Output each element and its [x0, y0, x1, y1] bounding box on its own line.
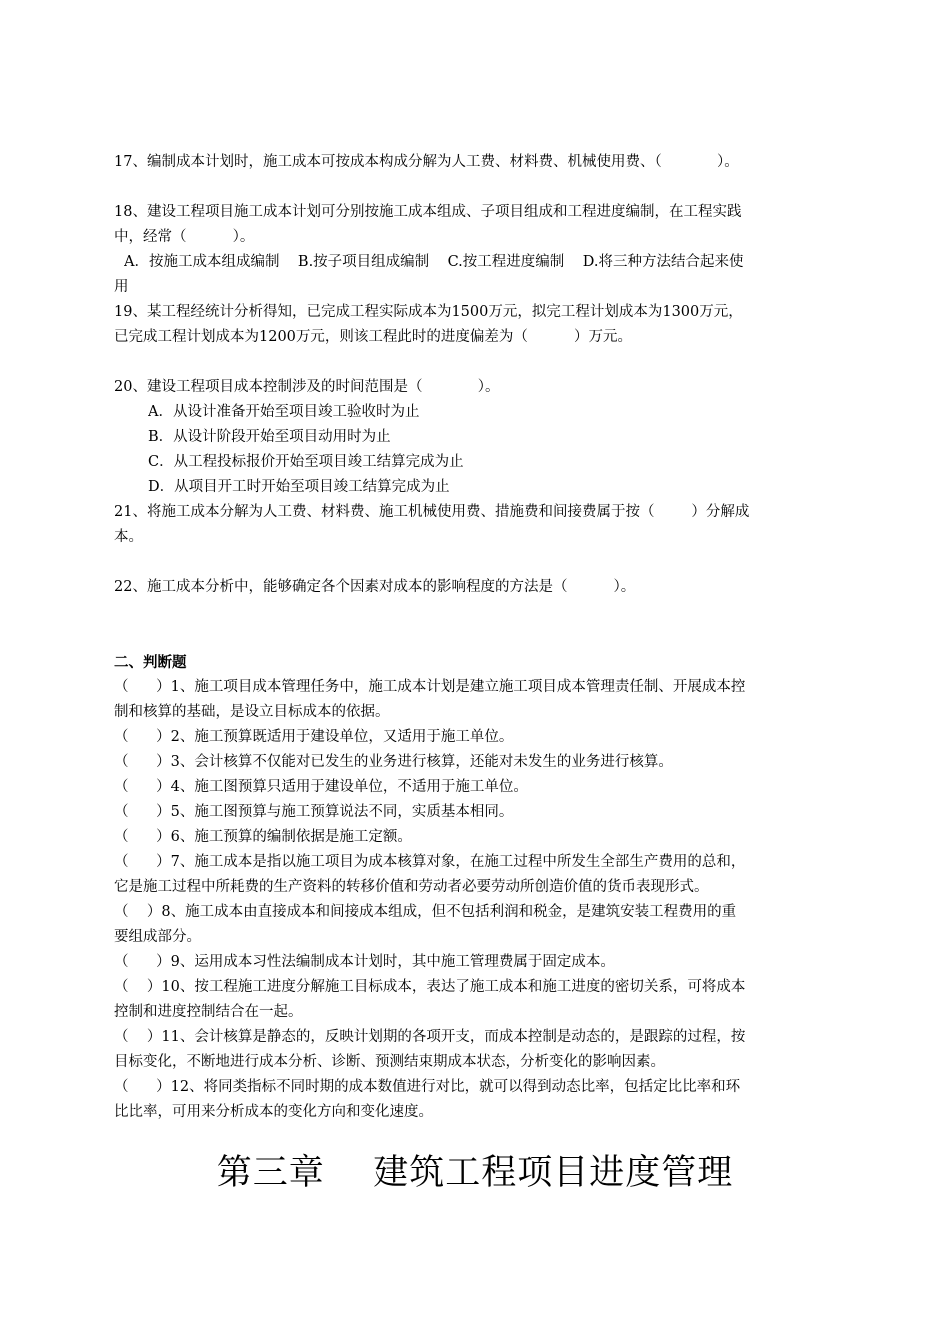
q21-options [114, 550, 838, 575]
judgment-line: （ ）3、会计核算不仅能对已发生的业务进行核算，还能对未发生的业务进行核算。 [114, 754, 673, 770]
judgment-line: 制和核算的基础，是设立目标成本的依据。 [114, 704, 390, 720]
judgment-line: 它是施工过程中所耗费的生产资料的转移价值和劳动者必要劳动所创造价值的货币表现形式。 [114, 879, 709, 895]
q20-option-b: B．从设计阶段开始至项目动用时为止 [148, 429, 391, 445]
judgment-line: （ ）1、施工项目成本管理任务中，施工成本计划是建立施工项目成本管理责任制、开展成本控 [114, 679, 746, 695]
q18-stem-line2: 中，经常（ ）。 [114, 229, 255, 245]
q22-options [114, 600, 838, 625]
q18-options-wrap: 用 [114, 279, 129, 295]
judgment-line: （ ）5、施工图预算与施工预算说法不同，实质基本相同。 [114, 804, 514, 820]
judgment-line: （ ）2、施工预算既适用于建设单位，又适用于施工单位。 [114, 729, 514, 745]
judgment-line: 控制和进度控制结合在一起。 [114, 1004, 303, 1020]
judgment-line: （ ）8、施工成本由直接成本和间接成本组成，但不包括利润和税金，是建筑安装工程费用的重 [114, 904, 737, 920]
judgment-line: 要组成部分。 [114, 929, 201, 945]
q17-stem: 17、编制成本计划时，施工成本可按成本构成分解为人工费、材料费、机械使用费、（ ）。 [114, 154, 739, 170]
chapter-title: 第三章 建筑工程项目进度管理 [216, 1153, 734, 1193]
q21-stem-line1: 21、将施工成本分解为人工费、材料费、施工机械使用费、措施费和间接费属于按（ ）分解成 [114, 504, 750, 520]
judgment-line: （ ）7、施工成本是指以施工项目为成本核算对象，在施工过程中所发生全部生产费用的总和， [114, 854, 746, 870]
q19-stem-line1: 19、某工程经统计分析得知，已完成工程实际成本为1500万元，拟完工程计划成本为1300万元， [114, 304, 743, 320]
q18-stem-line1: 18、建设工程项目施工成本计划可分别按施工成本组成、子项目组成和工程进度编制，在工程实践 [114, 204, 742, 220]
judgment-line: （ ）12、将同类指标不同时期的成本数值进行对比，就可以得到动态比率，包括定比比率和环 [114, 1079, 741, 1095]
q17-options [114, 175, 838, 200]
judgment-line: （ ）11、会计核算是静态的，反映计划期的各项开支，而成本控制是动态的，是跟踪的过程，按 [114, 1029, 746, 1045]
judgment-line: 目标变化，不断地进行成本分析、诊断、预测结束期成本状态，分析变化的影响因素。 [114, 1054, 665, 1070]
q16-options [114, 125, 838, 150]
section-heading: 二、判断题 [114, 654, 187, 671]
q20-stem: 20、建设工程项目成本控制涉及的时间范围是（ ）。 [114, 379, 500, 395]
judgment-line: （ ）9、运用成本习性法编制成本计划时，其中施工管理费属于固定成本。 [114, 954, 615, 970]
q18-options: A．按施工成本组成编制 B.按子项目组成编制 C.按工程进度编制 D.将三种方法结合起来使 [124, 254, 744, 270]
q21-stem-line2: 本。 [114, 529, 143, 545]
q20-option-d: D．从项目开工时开始至项目竣工结算完成为止 [148, 479, 450, 495]
q20-option-a: A．从设计准备开始至项目竣工验收时为止 [148, 404, 420, 420]
judgment-line: （ ）6、施工预算的编制依据是施工定额。 [114, 829, 412, 845]
q19-stem-line2: 已完成工程计划成本为1200万元，则该工程此时的进度偏差为（ ）万元。 [114, 329, 632, 345]
judgment-line: （ ）4、施工图预算只适用于建设单位，不适用于施工单位。 [114, 779, 528, 795]
judgment-line: 比比率，可用来分析成本的变化方向和变化速度。 [114, 1104, 433, 1120]
q19-options [114, 350, 838, 375]
q22-stem: 22、施工成本分析中，能够确定各个因素对成本的影响程度的方法是（ ）。 [114, 579, 636, 595]
q20-option-c: C．从工程投标报价开始至项目竣工结算完成为止 [148, 454, 464, 470]
judgment-line: （ ）10、按工程施工进度分解施工目标成本，表达了施工成本和施工进度的密切关系，可将成本 [114, 979, 746, 995]
